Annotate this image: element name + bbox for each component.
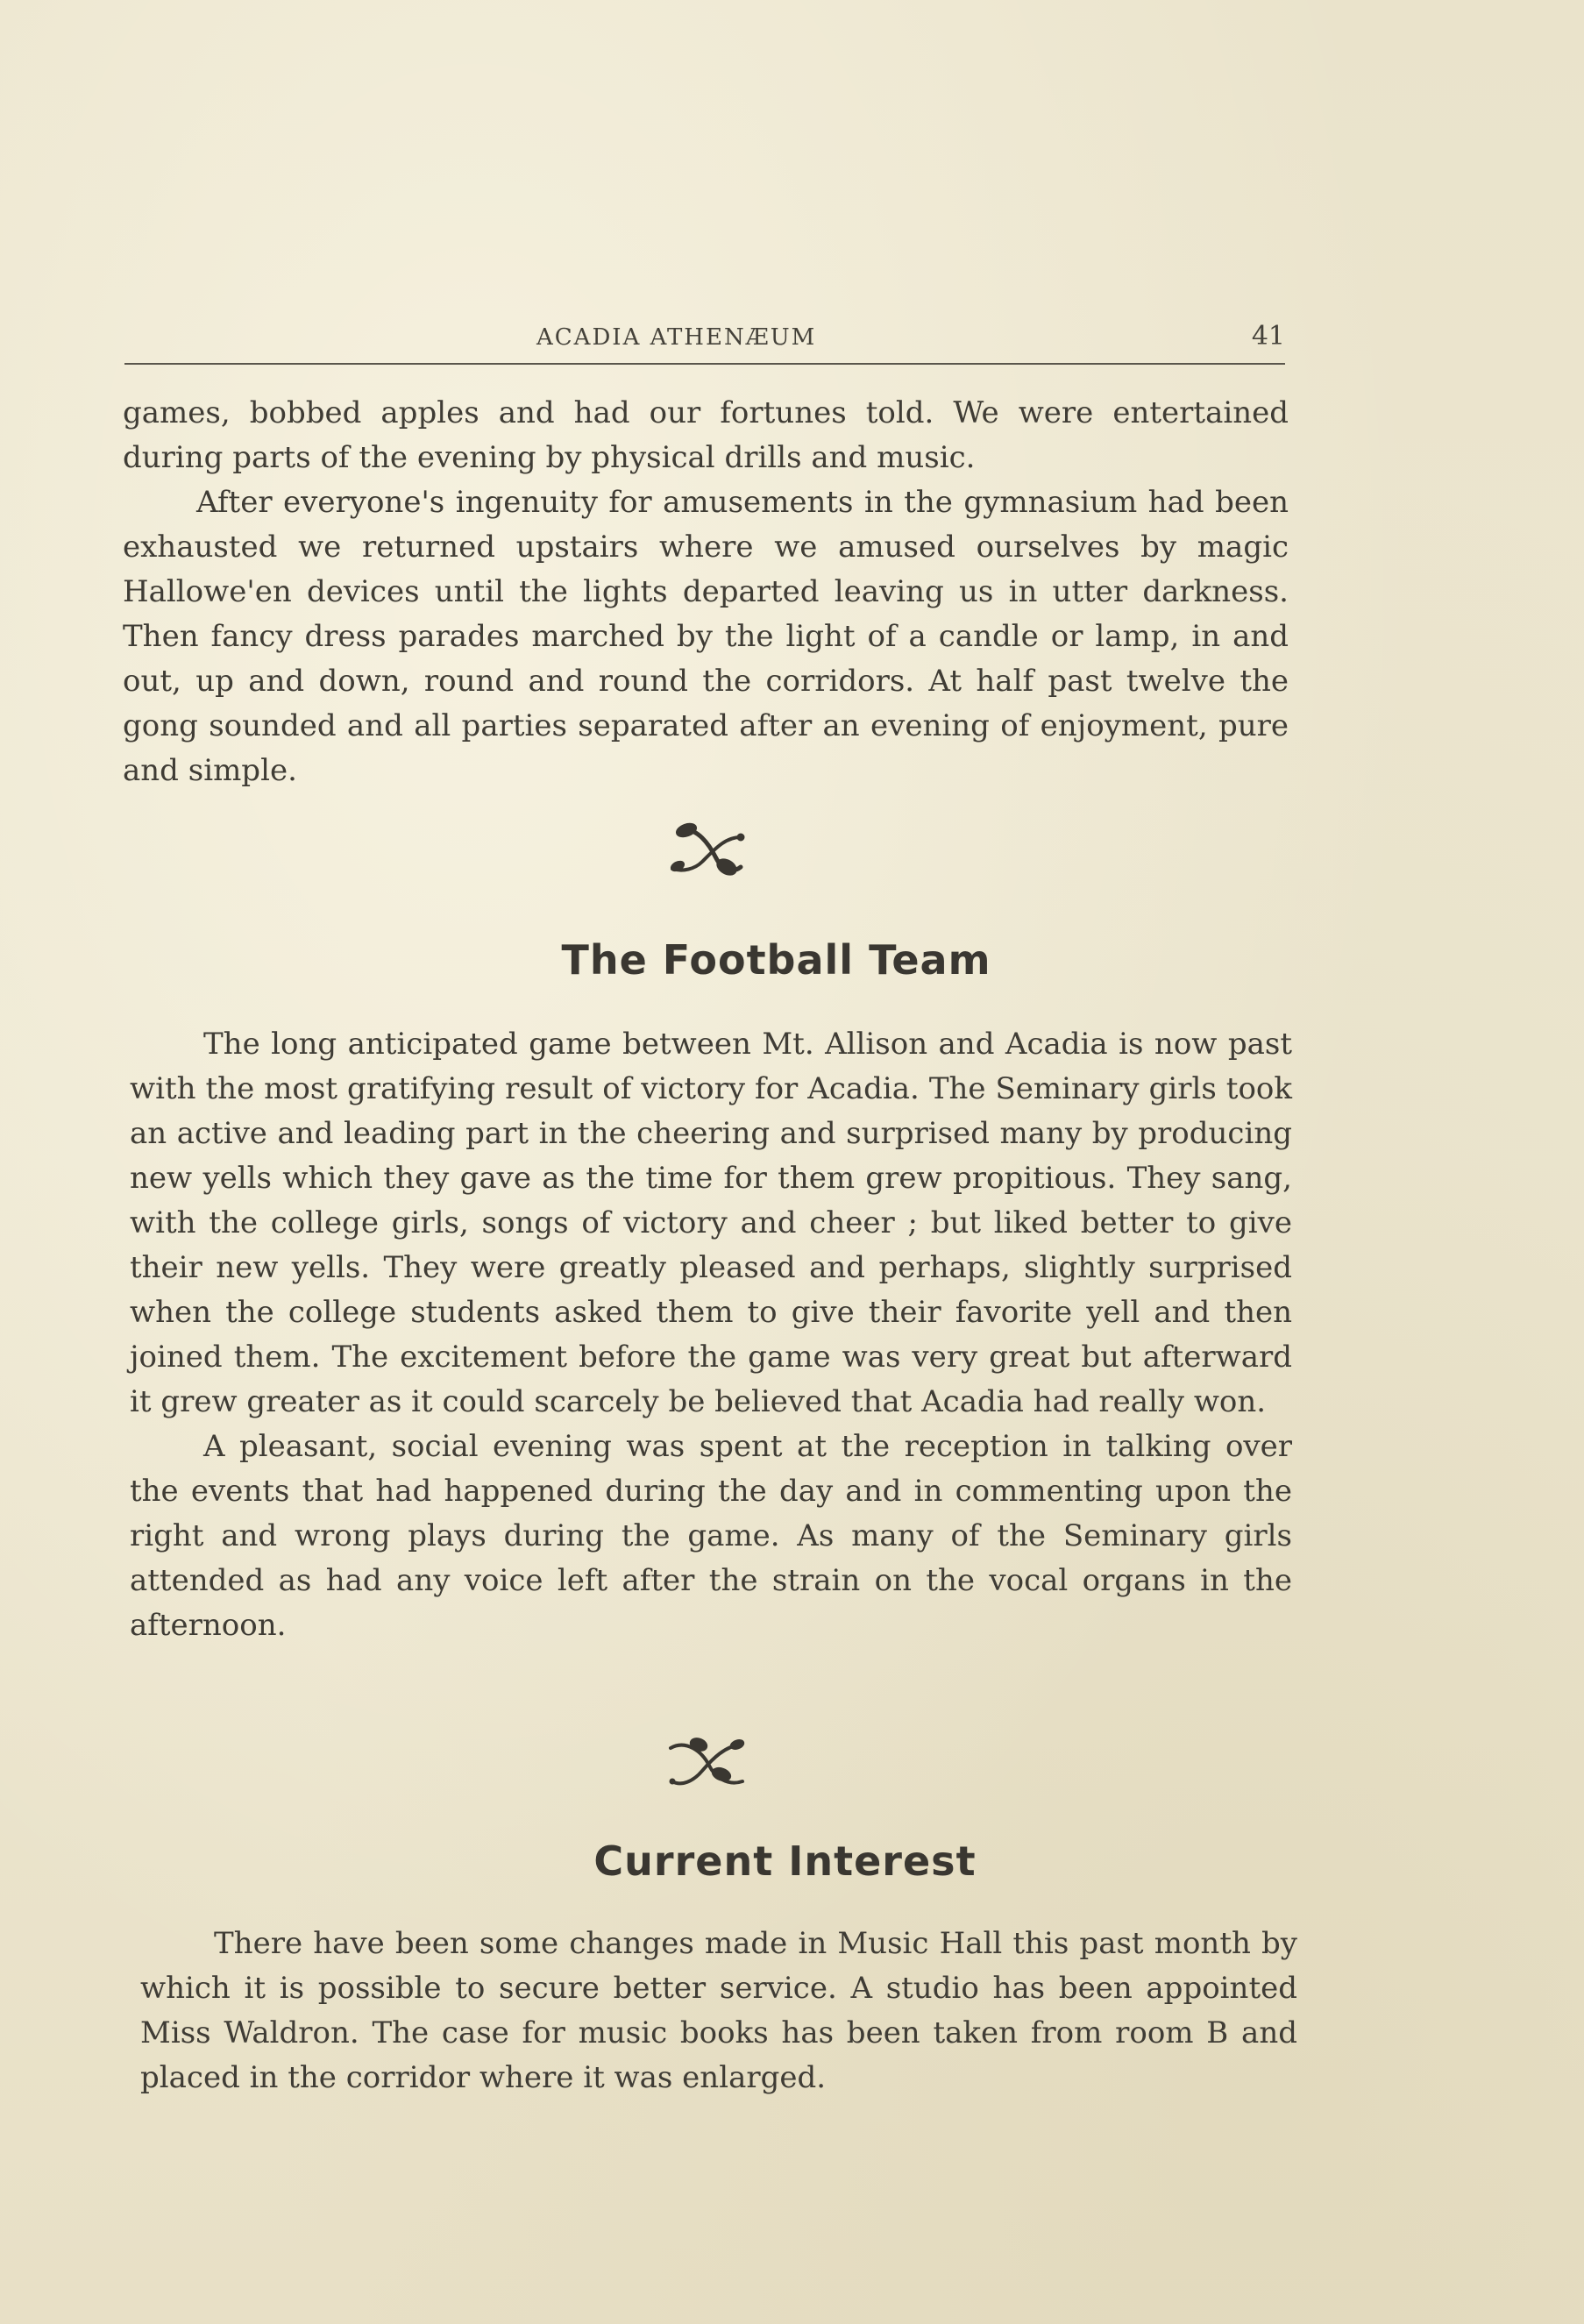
section-title-current-interest: Current Interest xyxy=(593,1837,977,1885)
page-number: 41 xyxy=(1251,321,1285,352)
section-title-football: The Football Team xyxy=(561,936,991,984)
current-interest-text-block xyxy=(140,1922,1297,2100)
running-title: ACADIA ATHENÆUM xyxy=(536,324,817,351)
football-text-block xyxy=(130,1022,1292,1648)
floral-fleuron-icon xyxy=(664,1732,748,1794)
header-rule xyxy=(124,363,1285,365)
floral-fleuron-icon xyxy=(664,818,748,879)
running-head xyxy=(124,319,1285,363)
paragraph: The long anticipated game between Mt. Allison and Acadia is now past with the most gratifying result of victory for Acadia. The Seminary girls took an active and leading part in the cheering and surprised many by producing new yells which they gave as the time for them grew propitious. They sang, with the college girls, songs of victory and cheer ; but liked better to give their new yells. They were greatly pleased and perhaps, slightly surprised when the college students asked them to give their favorite yell and then joined them. The excitement before the game was very great but afterward it grew greater as it could scarcely be believed that Acadia had really won. xyxy=(130,1027,1292,1419)
paragraph: There have been some changes made in Music Hall this past month by which it is possible to secure better service. A studio has been appointed Miss Waldron. The case for music books has been taken from room B and placed in the corridor where it was enlarged. xyxy=(140,1926,1297,2095)
paragraph: After everyone's ingenuity for amusements in the gymnasium had been exhausted we returned upstairs where we amused ourselves by magic Hallowe'en devices until the lights departed leaving us in utter darkness. Then fancy dress parades marched by the light of a candle or lamp, in and out, up and down, round and round the corridors. At half past twelve the gong sounded and all parties separated after an evening of enjoyment, pure and simple. xyxy=(123,485,1289,788)
paragraph: games, bobbed apples and had our fortunes told. We were entertained during parts of the evening by physical drills and music. xyxy=(123,395,1289,475)
opening-text-block xyxy=(123,391,1289,793)
paragraph: A pleasant, social evening was spent at the reception in talking over the events that had happened during the day and in commenting upon the right and wrong plays during the game. As many of the Seminary girls attended as had any voice left after the strain on the vocal organs in the afternoon. xyxy=(130,1429,1292,1643)
